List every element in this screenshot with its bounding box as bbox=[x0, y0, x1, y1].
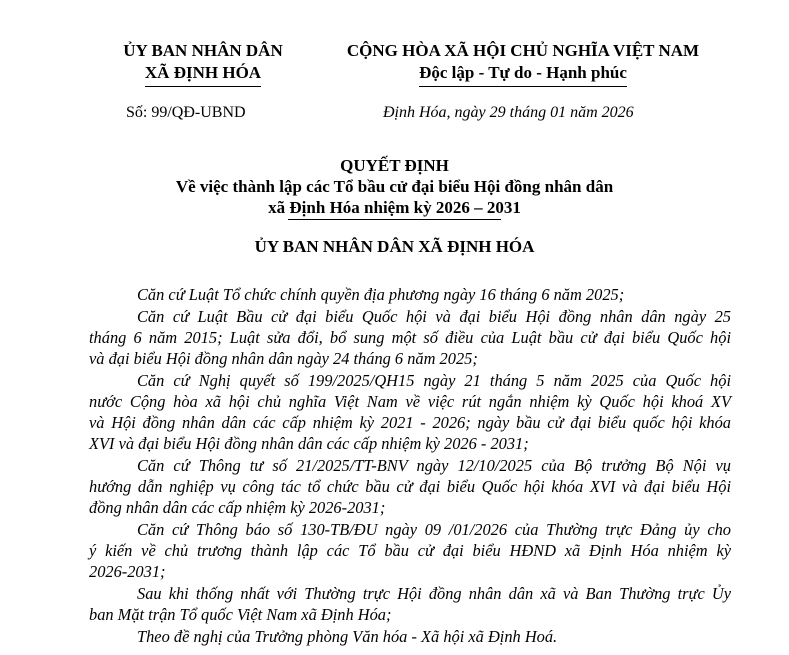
legal-basis-paragraph bbox=[89, 370, 731, 454]
text-line: XVI và đại biểu Hội đồng nhân dân các cấp nhiệm kỳ 2026 - 2031; bbox=[89, 434, 529, 453]
text-line: hướng dẫn nghiệp vụ công tác tổ chức bầu cử đại biểu Quốc hội khóa XVI và đại biểu Hội bbox=[89, 477, 731, 496]
legal-basis-section bbox=[89, 284, 731, 648]
text-line: và đại biểu Hội đồng nhân dân ngày 24 tháng 6 năm 2025; bbox=[89, 349, 478, 368]
text-line: ý kiến về chủ trương thành lập các Tổ bầu cử đại biểu HĐND xã Định Hóa nhiệm kỳ bbox=[89, 541, 731, 560]
document-number: Số: 99/QĐ-UBND bbox=[126, 104, 246, 121]
legal-basis-paragraph bbox=[89, 284, 731, 305]
text-line: Sau khi thống nhất với Thường trực Hội đồng nhân dân xã và Ban Thường trực Ủy bbox=[137, 584, 731, 603]
text-line: Theo đề nghị của Trưởng phòng Văn hóa - Xã hội xã Định Hoá. bbox=[137, 627, 558, 646]
text-line: tháng 6 năm 2015; Luật sửa đổi, bổ sung một số điều của Luật bầu cử đại biểu Quốc hội bbox=[89, 328, 731, 347]
issuing-authority-header bbox=[98, 40, 308, 84]
national-motto: Độc lập - Tự do - Hạnh phúc bbox=[419, 63, 627, 82]
document-date: Định Hóa, ngày 29 tháng 01 năm 2026 bbox=[383, 104, 634, 121]
text-line: nước Cộng hòa xã hội chủ nghĩa Việt Nam về việc rút ngắn nhiệm kỳ Quốc hội khoá XV bbox=[89, 392, 731, 411]
decision-title-line1: QUYẾT ĐỊNH bbox=[340, 156, 449, 175]
text-line: Căn cứ Luật Bầu cử đại biểu Quốc hội và đại biểu Hội đồng nhân dân ngày 25 bbox=[137, 307, 731, 326]
text-line: ban Mặt trận Tổ quốc Việt Nam xã Định Hóa; bbox=[89, 605, 392, 624]
text-line: Căn cứ Luật Tổ chức chính quyền địa phương ngày 16 tháng 6 năm 2025; bbox=[137, 285, 625, 304]
text-line: Căn cứ Thông tư số 21/2025/TT-BNV ngày 12/10/2025 của Bộ trưởng Bộ Nội vụ bbox=[137, 456, 731, 475]
legal-basis-paragraph bbox=[89, 626, 731, 647]
national-motto-header bbox=[322, 40, 724, 84]
decision-title bbox=[0, 155, 789, 218]
decision-title-line2: Về việc thành lập các Tổ bầu cử đại biểu Hội đồng nhân dân bbox=[175, 177, 614, 196]
legal-basis-paragraph bbox=[89, 583, 731, 625]
national-name: CỘNG HÒA XÃ HỘI CHỦ NGHĨA VIỆT NAM bbox=[346, 41, 700, 60]
legal-basis-paragraph bbox=[89, 306, 731, 369]
legal-basis-paragraph bbox=[89, 455, 731, 518]
authority-heading: ỦY BAN NHÂN DÂN XÃ ĐỊNH HÓA bbox=[254, 237, 535, 256]
text-line: Căn cứ Nghị quyết số 199/2025/QH15 ngày 21 tháng 5 năm 2025 của Quốc hội bbox=[137, 371, 731, 390]
decision-title-line3: xã Định Hóa nhiệm kỳ 2026 – 2031 bbox=[268, 198, 521, 217]
text-line: đồng nhân dân các cấp nhiệm kỳ 2026-2031; bbox=[89, 498, 386, 517]
legal-basis-paragraph bbox=[89, 519, 731, 582]
text-line: Căn cứ Thông báo số 130-TB/ĐU ngày 09 /01/2026 của Thường trực Đảng ủy cho bbox=[137, 520, 731, 539]
text-line: 2026-2031; bbox=[89, 562, 166, 581]
text-line: và Hội đồng nhân dân các cấp nhiệm kỳ 2021 - 2026; ngày bầu cử đại biểu quốc hội khóa bbox=[89, 413, 731, 432]
issuing-authority-line2: XÃ ĐỊNH HÓA bbox=[144, 63, 262, 82]
issuing-authority-line1: ỦY BAN NHÂN DÂN bbox=[123, 41, 283, 60]
